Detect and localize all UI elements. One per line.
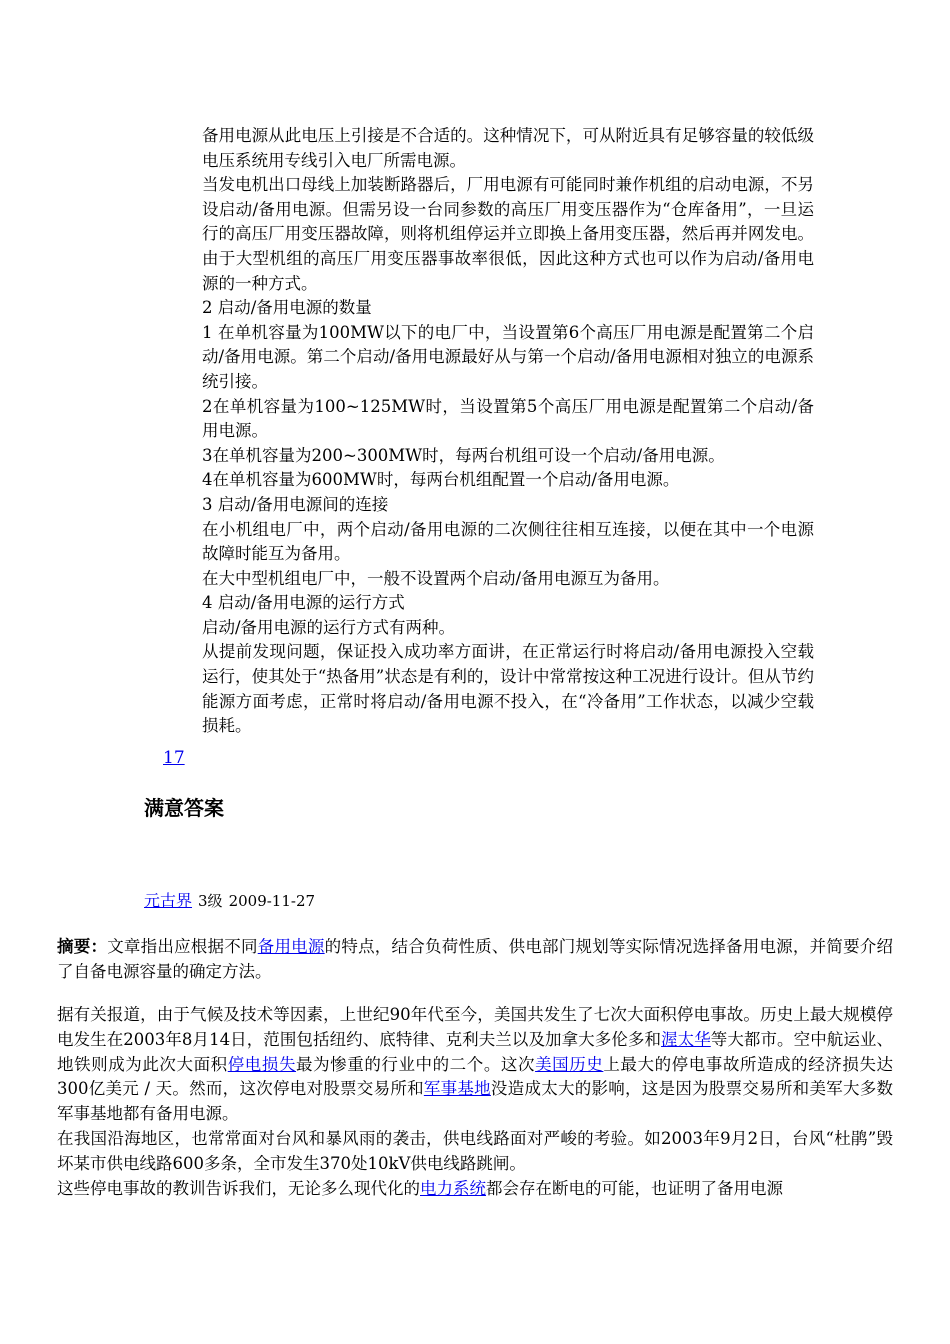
text: 据有关报道，由于气候及技术等因素，上世纪90年代至今，美国共发生了七次大面积停电事故。历史上最大规模停电发生在2003年8月14日，范围包括纽约、底特律、克利夫兰以及加拿大多伦多和 [57,1005,893,1049]
paragraph: 4在单机容量为600MW时，每两台机组配置一个启动/备用电源。 [202,470,680,490]
page-number-link[interactable]: 17 [163,748,185,768]
power-system-link[interactable]: 电力系统 [420,1178,486,1198]
paragraph [57,1177,893,1202]
text: 最为惨重的行业中的二个。这次 [296,1054,536,1074]
text: 的特点，结合负荷性质、供电部门规划等实际情况选择备用电源，并简要介绍了自备电源容量的确定方法。 [57,937,894,981]
military-base-link[interactable]: 军事基地 [423,1079,491,1099]
paragraph: 当发电机出口母线上加装断路器后，厂用电源有可能同时兼作机组的启动电源，不另设启动/备用电源。但需另设一台同参数的高压厂用变压器作为“仓库备用”，一旦运行的高压厂用变压器故障，则将机组停运并立即换上备用变压器，然后再并网发电。由于大型机组的高压厂用变压器事故率很低，因此这种方式也可以作为启动/备用电源的一种方式。 [202,175,814,293]
paragraph: 从提前发现问题，保证投入成功率方面讲，在正常运行时将启动/备用电源投入空载运行，使其处于“热备用”状态是有利的，设计中常常按这种工况进行设计。但从节约能源方面考虑，正常时将启动/备用电源不投入，在“冷备用”工作状态，以减少空载损耗。 [202,642,814,736]
answer-meta [144,890,315,912]
article-body [57,1003,893,1201]
backup-power-link[interactable]: 备用电源 [257,937,325,956]
text: 这些停电事故的教训告诉我们，无论多么现代化的 [57,1178,420,1198]
text: 文章指出应根据不同 [107,937,258,956]
indented-answer-text [202,124,814,739]
paragraph: 备用电源从此电压上引接是不合适的。这种情况下，可从附近具有足够容量的较低级电压系统用专线引入电厂所需电源。 [202,126,814,170]
us-history-link[interactable]: 美国历史 [535,1054,604,1074]
user-level: 3级 [198,892,223,910]
blackout-loss-link[interactable]: 停电损失 [227,1054,297,1074]
section-heading: 4 启动/备用电源的运行方式 [202,593,405,613]
text: 没造成太大的影响，这是因为股票交易所和美军大多数军事基地都有备用电源。 [57,1079,894,1124]
paragraph: 2在单机容量为100~125MW时，当设置第5个高压厂用电源是配置第二个启动/备用电源。 [202,396,814,441]
satisfied-answer-heading: 满意答案 [144,796,224,820]
text: 都会存在断电的可能，也证明了备用电源 [486,1178,783,1198]
section-heading: 2 启动/备用电源的数量 [202,298,372,318]
paragraph: 在小机组电厂中，两个启动/备用电源的二次侧往往相互连接，以便在其中一个电源故障时能互为备用。 [202,519,814,564]
answer-date: 2009-11-27 [228,892,316,910]
abstract [57,935,893,985]
paragraph [57,1003,893,1127]
text: 等大都市。空中航运业、地铁则成为此次大面积 [57,1029,893,1074]
author-link[interactable]: 元古界 [144,891,193,910]
paragraph: 在我国沿海地区，也常常面对台风和暴风雨的袭击，供电线路面对严峻的考验。如2003年9月2日，台风“杜鹃”毁坏某市供电线路600多条，全市发生370处10kV供电线路跳闸。 [57,1128,893,1173]
paragraph: 3在单机容量为200~300MW时，每两台机组可设一个启动/备用电源。 [202,445,725,465]
text: 上最大的停电事故所造成的经济损失达300亿美元 / 天。然而，这次停电对股票交易所和 [57,1054,894,1099]
paragraph: 在大中型机组电厂中，一般不设置两个启动/备用电源互为备用。 [202,568,670,588]
paragraph: 1 在单机容量为100MW以下的电厂中，当设置第6个高压厂用电源是配置第二个启动/备用电源。第二个启动/备用电源最好从与第一个启动/备用电源相对独立的电源系统引接。 [202,322,814,391]
section-heading: 3 启动/备用电源间的连接 [202,494,389,514]
abstract-label: 摘要： [57,937,108,956]
ottawa-link[interactable]: 渥太华 [661,1029,711,1049]
paragraph: 启动/备用电源的运行方式有两种。 [202,617,456,637]
